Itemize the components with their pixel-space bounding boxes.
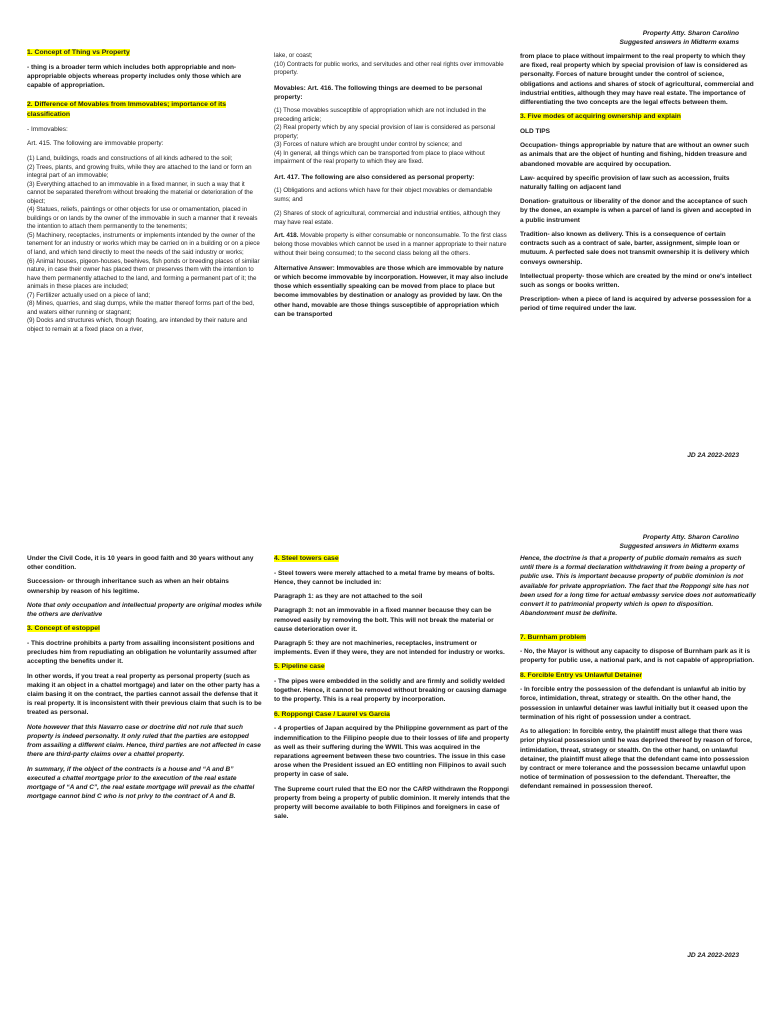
heading-estoppel: 3. Concept of estoppel [27, 625, 100, 633]
paragraph: - 4 properties of Japan acquired by the Philippine government as part of the indemnification to the Filipino people due to their losses of life and property as well as their suffering during the WWII. This was acquired in the reparations agreement between these two countries. The issue in this case arose when the President issued an EO entitling non Filipinos to avail such property in case of sale. [274, 725, 510, 779]
heading-steel-towers: 4. Steel towers case [274, 555, 339, 562]
paragraph: - In forcible entry the possession of the defendant is unlawful ab initio by force, intimidation, threat, strategy or stealth. On the other hand, the possession in unlawful detainer was lawful initially but it ceased upon the termination of his right of possession under a contract. [520, 686, 748, 721]
heading-movables-immovables: 2. Difference of Movables from Immovables; importance of its classification [27, 101, 227, 118]
header-course: Property Atty. Sharon Carolino [642, 30, 739, 37]
heading-burnham: 7. Burnham problem [520, 633, 587, 641]
paragraph: In summary, if the object of the contracts is a house and “A and B” executed a chattel mortgage prior to the execution of the real estate mortgage of “A and C”, the real estate mortgage will prevail as the chattel mortgage cannot bind C who is not privy to the contract of A and B. [27, 765, 255, 801]
paragraph: Alternative Answer: Immovables are those which are immovable by nature or which become immovable by incorporation. However, it may also include those which essentially speaking can be moved from place to place but become immovables by destination or analogy as provided by law. On the other hand, movable are those things susceptible of appropriation which can be transported [274, 264, 509, 318]
list-item: (5) Machinery, receptacles, instruments or implements intended by the owner of the tenement for an industry or works which may be carried on in a building or on a piece of land, and which tend directly to meet the needs of the said industry or works; [27, 231, 260, 257]
paragraph: Intellectual property- those which are created by the mind or one's intellect such as songs or books written. [520, 272, 752, 290]
column-1 [27, 554, 263, 806]
paragraph: Succession- or through inheritance such as when an heir obtains ownership by reason of his legitime. [27, 578, 229, 595]
page-header [620, 534, 739, 552]
header-course: Property Atty. Sharon Carolino [642, 534, 739, 541]
heading-forcible-entry: 8. Forcible Entry vs Unlawful Detainer [520, 671, 642, 679]
list-item: (4) In general, all things which can be transported from place to place without impairment of the real property to which they are fixed. [274, 149, 485, 166]
paragraph: Paragraph 5: they are not machineries, receptacles, instrument or implements. Even if they were, they are not intended for industry or works. [274, 639, 505, 657]
header-subtitle: Suggested answers in Midterm exams [619, 38, 739, 46]
column-3 [520, 554, 756, 797]
list-item: lake, or coast; [274, 52, 313, 59]
paragraph: Art. 417. The following are also considered as personal property: [274, 173, 475, 181]
paragraph: Prescription- when a piece of land is acquired by adverse possession for a period of time required under the law. [520, 296, 751, 313]
paragraph: As to allegation: In forcible entry, the plaintiff must allege that there was prior physical possession until he was deprived thereof by reason of force, intimidation, threat, strategy or stealth. On the other hand, on unlawful detainer, the plaintiff must allege that the defendant came into possession by contract or mere tolerance and the possession became unlawful upon notice of termination of possession to the defendant. Thereafter, the defendant remained in possession thereof. [520, 728, 752, 791]
paragraph: Hence, the doctrine is that a property of public domain remains as such until there is a formal declaration withdrawing it from being a property of public use. This is important because property of public dominion is not available for private appropriation. The fact that the Roppongi site has not been used for a long time for actual embassy service does not automatically convert it to patrimonial property which is open to disposition. Abandonment must be definite. [520, 555, 756, 618]
heading-pipeline: 5. Pipeline case [274, 663, 325, 671]
column-2 [274, 554, 510, 827]
paragraph: Paragraph 3: not an immovable in a fixed manner because they can be removed easily by removing the bolt. This will not break the material or cause deterioration over it. [274, 607, 494, 633]
paragraph: Note that only occupation and intellectual property are original modes while the others are derivative [27, 601, 262, 619]
paragraph: - No, the Mayor is without any capacity to dispose of Burnham park as it is property for public use, a national park, and is not capable of appropriation. [520, 648, 755, 665]
list-item: (1) Those movables susceptible of appropriation which are not included in the preceding article; [274, 107, 487, 123]
list-item: (7) Fertilizer actually used on a piece of land; [27, 291, 151, 299]
paragraph: - The pipes were embedded in the solidly and are firmly and solidly welded together. Hence, it cannot be removed without breaking or causing damage to the property. This is a real property by incorporation. [274, 678, 507, 704]
list-item: (1) Land, buildings, roads and constructions of all kinds adhered to the soil; [27, 155, 233, 163]
list-item: (10) Contracts for public works, and servitudes and other real rights over immovable property. [274, 60, 504, 77]
paragraph: Tradition- also known as delivery. This is a consequence of certain contracts such as a contract of sale, barter, assignment, simple loan or mutuum. A perfected sale does not transmit ownership it is delivery which conveys ownership. [520, 230, 750, 266]
paragraph: Movables: Art. 416. The following things are deemed to be personal property: [274, 84, 483, 101]
paragraph: Occupation- things appropriable by nature that are without an owner such as animals that are the object of hunting and fishing, hidden treasure and abandoned movable are acquired by occupation. [520, 142, 749, 168]
paragraph: Note however that this Navarro case or doctrine did not rule that such property is indeed personalty. It only ruled that the parties are estopped from assailing a different claim. Hence, third parties are not affected in case there are third-party claims over a chattel property. [27, 723, 261, 759]
page-header [620, 30, 739, 48]
paragraph: Paragraph 1: as they are not attached to the soil [274, 593, 423, 601]
column-3 [520, 52, 756, 319]
article-416-list [274, 107, 510, 167]
page-footer: JD 2A 2022-2023 [687, 452, 739, 459]
column-1 [27, 48, 263, 335]
paragraph: - thing is a broader term which includes both appropriable and non-appropriable objects whereas property includes only those which are capable of appropriation. [27, 63, 242, 90]
heading-concept-of-thing: 1. Concept of Thing vs Property [27, 49, 130, 56]
paragraph: In other words, if you treat a real property as personal property (such as making it an object in a chattel mortgage) and later on the other party has a claim basing it on the contract, the parties cannot assail the defense that it is real property. It is inconsistent with their previous claim that such is to be treated as personal. [27, 672, 262, 717]
list-item: (3) Everything attached to an immovable in a fixed manner, in such a way that it cannot be separated therefrom without breaking the material or deterioration of the object; [27, 180, 253, 205]
paragraph: - This doctrine prohibits a party from assailing inconsistent positions and precludes him from repudiating an obligation he voluntarily assumed after accepting the benefits under it. [27, 639, 257, 666]
paragraph: from place to place without impairment to the real property to which they are fixed, real property which by special provision of law is considered as personalty. Forces of nature brought under the control of science, obligations and actions and shares of stock of agricultural, commercial and industrial entities, although they may have real estate. The importance of differentiating the two concepts are the legal effects between them. [520, 53, 754, 107]
paragraph: Donation- gratuitous or liberality of the donor and the acceptance of such by the donee, an example is when a parcel of land is given and accepted in a public instrument [520, 198, 752, 224]
list-item: (4) Statues, reliefs, paintings or other objects for use or ornamentation, placed in buildings or on lands by the owner of the immovable in such a manner that it reveals the intention to attach them permanently to the tenements; [27, 206, 258, 231]
list-item: (2) Trees, plants, and growing fruits, while they are attached to the land or form an integral part of an immovable; [27, 163, 252, 180]
paragraph: (2) Shares of stock of agricultural, commercial and industrial entities, although they may have real estate. [274, 209, 501, 226]
paragraph: Law- acquired by specific provision of law such as accession, fruits naturally falling on adjacent land [520, 174, 730, 192]
header-subtitle: Suggested answers in Midterm exams [619, 542, 739, 550]
heading-modes-of-ownership: 3. Five modes of acquiring ownership and explain [520, 113, 681, 121]
paragraph: OLD TIPS [520, 127, 550, 135]
page-2 [0, 512, 768, 1024]
paragraph: - Immovables: [27, 125, 68, 133]
paragraph: Art. 418. Movable property is either consumable or nonconsumable. To the first class belong those movables which cannot be used in a manner appropriate to their nature without their being consumed; to the second class belong all the others. [274, 232, 507, 257]
heading-roppongi: 6. Roppongi Case / Laurel vs Garcia [274, 710, 390, 718]
list-item: (3) Forces of nature which are brought under control by science; and [274, 141, 462, 149]
paragraph: - Steel towers were merely attached to a metal frame by means of bolts. Hence, they cannot be included in: [274, 569, 495, 586]
paragraph: Under the Civil Code, it is 10 years in good faith and 30 years without any other condition. [27, 555, 254, 572]
article-415-list [27, 155, 263, 334]
list-item: (2) Real property which by any special provision of law is considered as personal property; [274, 124, 496, 140]
paragraph: (1) Obligations and actions which have for their object movables or demandable sums; and [274, 187, 493, 203]
column-2 [274, 52, 510, 324]
list-item: (6) Animal houses, pigeon-houses, beehives, fish ponds or breeding places of similar nature, in case their owner has placed them or preserves them with the intention to have them permanently attached to the land, and forming a permanent part of it; the animals in these places are included; [27, 257, 260, 291]
paragraph: The Supreme court ruled that the EO nor the CARP withdrawn the Roppongi property from being a property of public dominion. It merely intends that the property will become available to both Filipinos and foreigners in case of sale. [274, 785, 510, 821]
paragraph: Art. 415. The following are immovable property: [27, 139, 164, 147]
list-item: (9) Docks and structures which, though floating, are intended by their nature and object to remain at a fixed place on a river, [27, 317, 248, 333]
page-footer: JD 2A 2022-2023 [687, 952, 739, 959]
list-item: (8) Mines, quarries, and slag dumps, while the matter thereof forms part of the bed, and waters either running or stagnant; [27, 300, 255, 316]
